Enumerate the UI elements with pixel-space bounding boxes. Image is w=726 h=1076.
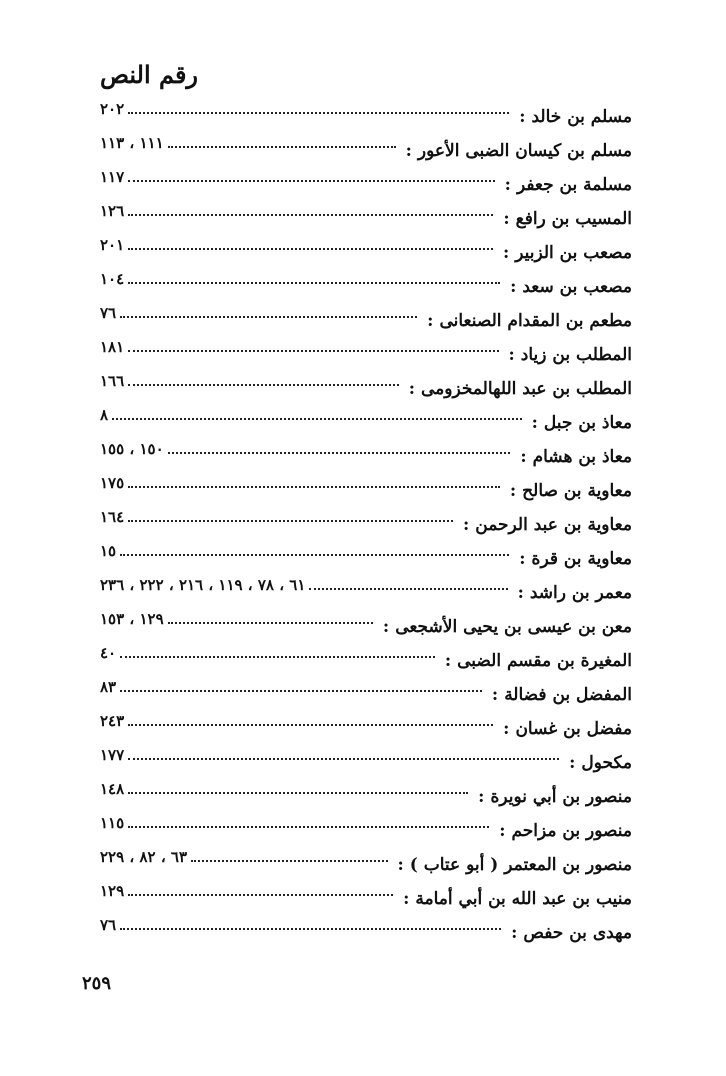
entry-name: مصعب بن سعد <box>522 277 632 297</box>
entry-colon: : <box>382 617 390 637</box>
entry-page-refs: ١٢٦ <box>100 202 125 220</box>
entry-page-refs: ١٧٥ <box>100 474 125 492</box>
entry-colon: : <box>508 345 515 365</box>
dot-leader <box>128 826 489 828</box>
dot-leader <box>120 656 435 658</box>
entry-colon: : <box>510 277 517 297</box>
dot-leader <box>128 384 399 386</box>
dot-leader <box>168 622 373 624</box>
dot-leader <box>128 180 495 182</box>
entry-colon: : <box>444 651 452 671</box>
entry-page-refs: ١١٥ <box>100 814 125 832</box>
entry-page-refs: ١٢٩ <box>100 882 125 900</box>
dot-leader <box>128 486 500 488</box>
entry-colon: : <box>504 175 511 195</box>
dot-leader <box>128 894 393 896</box>
dot-leader <box>128 520 453 522</box>
dot-leader <box>191 860 387 862</box>
page-number: ٢٥٩ <box>82 973 112 994</box>
entry-page-refs: ٧٦ <box>100 916 117 934</box>
entry-colon: : <box>397 855 404 875</box>
dot-leader <box>120 690 482 692</box>
entry-name: مسلم بن خالد <box>531 107 632 127</box>
index-entry <box>100 264 632 298</box>
entry-name: مسلمة بن جعفر <box>516 175 632 195</box>
entry-page-refs: ٨ <box>100 406 109 424</box>
dot-leader <box>120 316 417 318</box>
entry-page-refs: ١٦٦ <box>100 372 125 390</box>
entry-page-refs: ٢٤٣ <box>100 712 125 730</box>
entry-page-refs: ١٠٤ <box>100 270 125 288</box>
index-entry <box>100 468 632 502</box>
entry-page-refs: ١٤٨ <box>100 780 125 798</box>
entry-page-refs: ١١٧ <box>100 168 125 186</box>
entry-colon: : <box>478 787 485 807</box>
entry-name: معاوية بن قرة <box>531 549 632 569</box>
entry-colon: : <box>408 379 415 399</box>
index-entry <box>100 638 632 672</box>
dot-leader <box>128 214 493 216</box>
dot-leader <box>168 146 396 148</box>
dot-leader <box>120 554 509 556</box>
entry-page-refs: ٤٠ <box>100 644 117 662</box>
index-entry <box>100 774 632 808</box>
index-entry <box>100 230 632 264</box>
entry-colon: : <box>519 549 526 569</box>
index-entry <box>100 502 632 536</box>
entry-page-refs: ٢٠١ <box>100 236 125 254</box>
entry-name: مهدى بن حفص <box>523 923 632 943</box>
dot-leader <box>128 350 498 352</box>
entry-colon: : <box>509 481 517 501</box>
entry-colon: : <box>462 515 470 535</box>
entry-colon: : <box>520 447 527 467</box>
entry-name: المغيرة بن مقسم الضبى <box>457 651 632 671</box>
entry-name: مفضل بن غسان <box>515 719 632 739</box>
index-entry <box>100 162 632 196</box>
index-entry <box>100 434 632 468</box>
entry-name: المفضل بن فضالة <box>504 685 632 705</box>
index-entry <box>100 740 632 774</box>
index-entry <box>100 128 632 162</box>
dot-leader <box>128 282 500 284</box>
entry-name: المطلب بن زياد <box>520 345 632 365</box>
entry-colon: : <box>503 719 510 739</box>
entry-name: منصور بن مزاحم <box>511 821 632 841</box>
dot-leader <box>309 588 507 590</box>
index-entry <box>100 570 632 604</box>
entry-colon: : <box>405 141 412 161</box>
entry-name: معاذ بن جبل <box>543 413 632 433</box>
entry-name: معمر بن راشد <box>529 583 632 603</box>
entry-page-refs: ١٦٤ <box>100 508 125 526</box>
entry-name: مطعم بن المقدام الصنعانى <box>439 311 632 331</box>
index-entry <box>100 298 632 332</box>
entry-name: مصعب بن الزبير <box>515 243 632 263</box>
dot-leader <box>112 418 522 420</box>
index-entry <box>100 604 632 638</box>
entry-name: منصور بن أبي نويرة <box>490 787 632 807</box>
index-entry <box>100 332 632 366</box>
entry-page-refs: ٦١ ، ٧٨ ، ١١٩ ، ٢١٦ ، ٢٢٢ ، ٢٣٦ <box>100 576 306 594</box>
dot-leader <box>168 452 511 454</box>
name-index-list <box>100 94 632 944</box>
entry-page-refs: ٢٠٢ <box>100 100 125 118</box>
index-entry <box>100 706 632 740</box>
entry-colon: : <box>502 243 510 263</box>
dot-leader <box>128 248 493 250</box>
dot-leader <box>128 724 493 726</box>
entry-colon: : <box>499 821 506 841</box>
index-entry <box>100 196 632 230</box>
index-entry <box>100 366 632 400</box>
column-header-text-number: رقم النص <box>100 60 199 89</box>
entry-name: المسيب بن رافع <box>515 209 632 229</box>
index-entry <box>100 94 632 128</box>
entry-name: مسلم بن كيسان الضبى الأعور <box>417 141 632 161</box>
entry-colon: : <box>403 889 410 909</box>
index-entry <box>100 876 632 910</box>
entry-name: معاوية بن صالح <box>522 481 632 501</box>
entry-page-refs: ١٢٩ ، ١٥٣ <box>100 610 164 628</box>
index-entry <box>100 808 632 842</box>
dot-leader <box>128 112 509 114</box>
entry-colon: : <box>569 753 576 773</box>
dot-leader <box>120 928 501 930</box>
entry-colon: : <box>491 685 499 705</box>
dot-leader <box>128 758 559 760</box>
entry-colon: : <box>511 923 518 943</box>
entry-colon: : <box>517 583 524 603</box>
entry-name: معاذ بن هشام <box>532 447 632 467</box>
entry-page-refs: ١٥ <box>100 542 117 560</box>
entry-colon: : <box>531 413 538 433</box>
entry-page-refs: ١١١ ، ١١٣ <box>100 134 164 152</box>
entry-name: منصور بن المعتمر ( أبو عتاب ) <box>409 855 632 875</box>
entry-page-refs: ٨٣ <box>100 678 117 696</box>
index-entry <box>100 400 632 434</box>
entry-colon: : <box>503 209 510 229</box>
entry-colon: : <box>519 107 526 127</box>
dot-leader <box>128 792 468 794</box>
entry-colon: : <box>427 311 434 331</box>
index-entry <box>100 536 632 570</box>
index-entry <box>100 910 632 944</box>
entry-name: منيب بن عبد الله بن أبي أمامة <box>415 889 632 909</box>
entry-page-refs: ١٧٧ <box>100 746 125 764</box>
entry-page-refs: ١٨١ <box>100 338 125 356</box>
entry-name: معن بن عيسى بن يحيى الأشجعى <box>395 617 632 637</box>
entry-page-refs: ٧٦ <box>100 304 117 322</box>
index-entry <box>100 672 632 706</box>
entry-name: المطلب بن عبد اللهالمخزومى <box>420 379 632 399</box>
entry-name: معاوية بن عبد الرحمن <box>475 515 632 535</box>
index-entry <box>100 842 632 876</box>
entry-name: مكحول <box>581 753 632 773</box>
entry-page-refs: ١٥٠ ، ١٥٥ <box>100 440 164 458</box>
entry-page-refs: ٦٣ ، ٨٢ ، ٢٢٩ <box>100 848 188 866</box>
